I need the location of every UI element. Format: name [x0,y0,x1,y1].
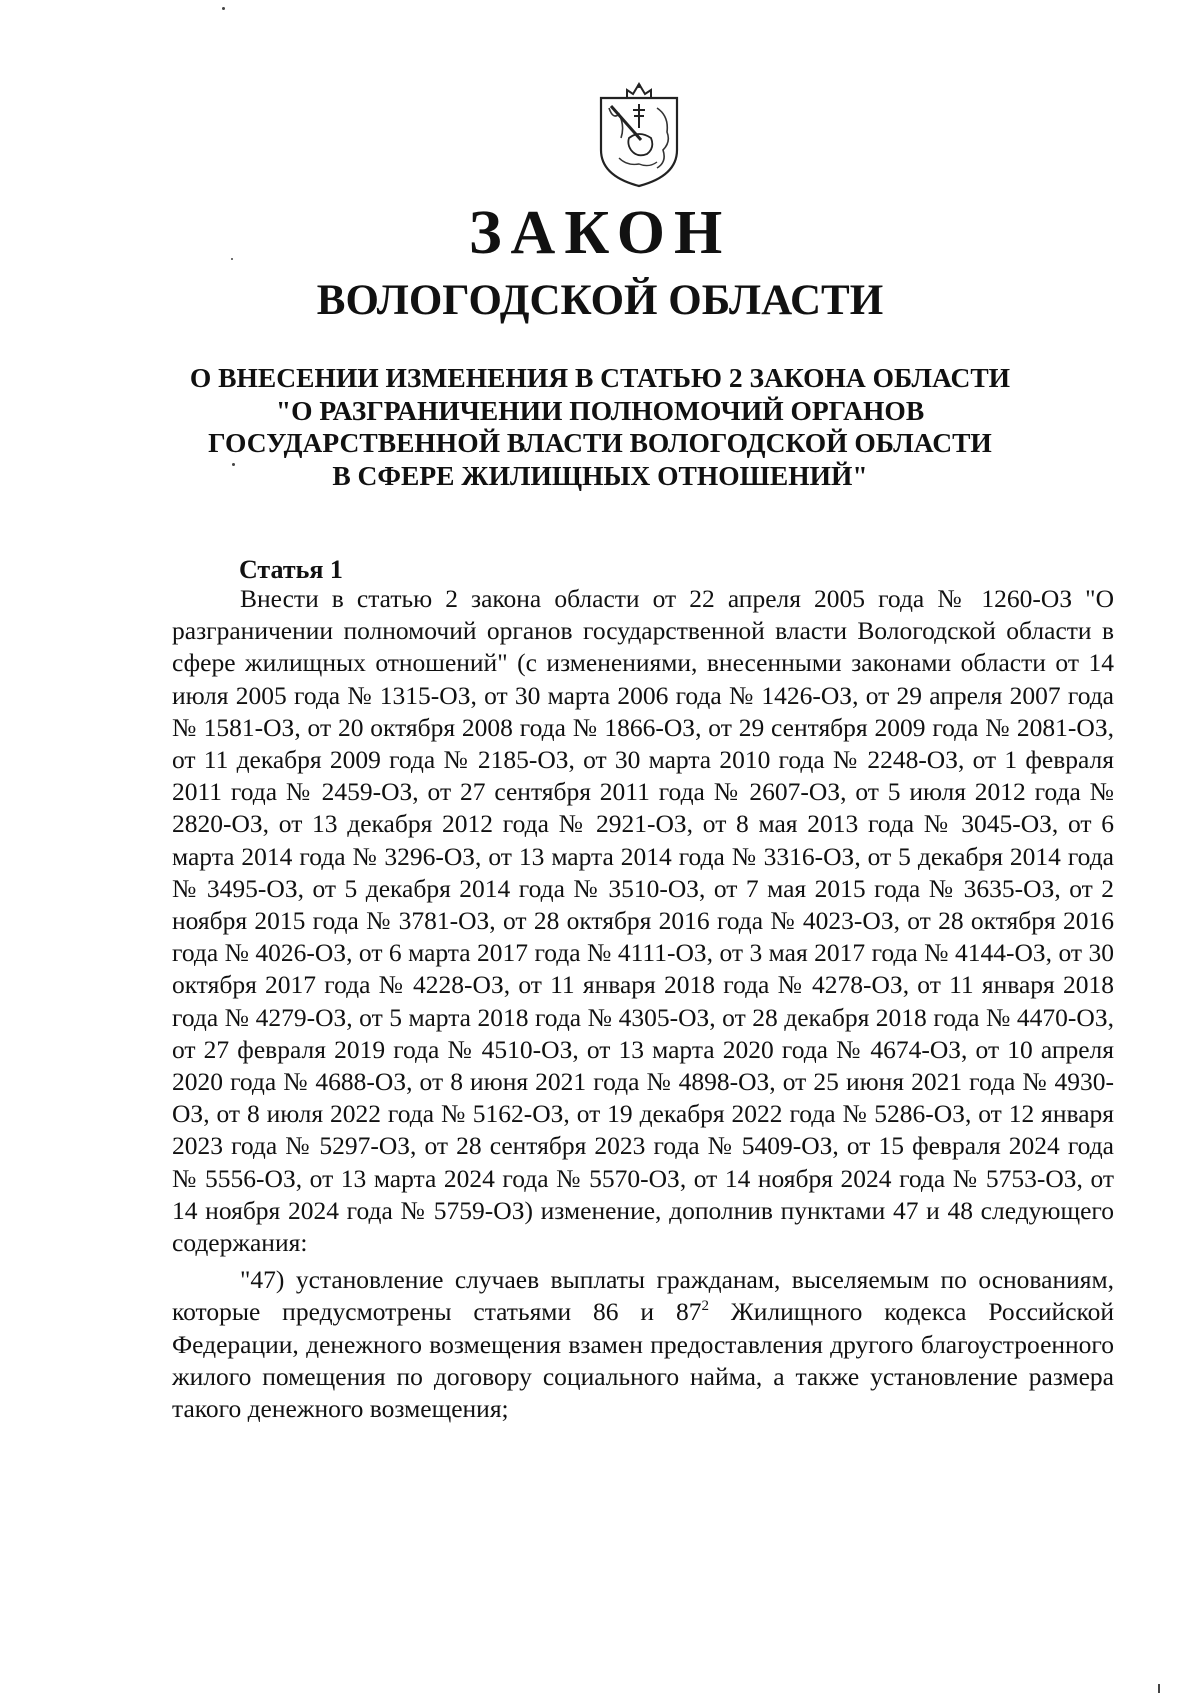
document-region: ВОЛОГОДСКОЙ ОБЛАСТИ [316,277,884,324]
article-paragraph-47 [172,1264,1114,1425]
superscript: 2 [701,1298,709,1315]
scan-speck [232,463,235,466]
paragraph-text: "47) установление случаев выплаты гражданам, выселяемым по основаниям, которые предусмотрены статьями 86 и 87 [172,1265,1114,1327]
subtitle-line: О ВНЕСЕНИИ ИЗМЕНЕНИЯ В СТАТЬЮ 2 ЗАКОНА ОБЛАСТИ [189,362,1011,393]
subtitle-line: "О РАЗГРАНИЧЕНИИ ПОЛНОМОЧИЙ ОРГАНОВ [275,394,925,426]
document-subtitle [0,362,1200,492]
article-paragraph: Внести в статью 2 закона области от 22 апреля 2005 года № 1260-ОЗ "О разграничении полномочий органов государственной власти Вологодской области в сфере жилищных отношений" (с изменениями, внесенными законами области от 14 июля 2005 года № 1315-ОЗ, от 30 марта 2006 года № 1426-ОЗ, от 29 апреля 2007 года № 1581-ОЗ, от 20 октября 2008 года № 1866-ОЗ, от 29 сентября 2009 года № 2081-ОЗ, от 11 декабря 2009 года № 2185-ОЗ, от 30 марта 2010 года № 2248-ОЗ, от 1 февраля 2011 года № 2459-ОЗ, от 27 сентября 2011 года № 2607-ОЗ, от 5 июля 2012 года № 2820-ОЗ, от 13 декабря 2012 года № 2921-ОЗ, от 8 мая 2013 года № 3045-ОЗ, от 6 марта 2014 года № 3296-ОЗ, от 13 марта 2014 года № 3316-ОЗ, от 5 декабря 2014 года № 3495-ОЗ, от 5 декабря 2014 года № 3510-ОЗ, от 7 мая 2015 года № 3635-ОЗ, от 2 ноября 2015 года № 3781-ОЗ, от 28 октября 2016 года № 4023-ОЗ, от 28 октября 2016 года № 4026-ОЗ, от 6 марта 2017 года № 4111-ОЗ, от 3 мая 2017 года № 4144-ОЗ, от 30 октября 2017 года № 4228-ОЗ, от 11 января 2018 года № 4278-ОЗ, от 11 января 2018 года № 4279-ОЗ, от 5 марта 2018 года № 4305-ОЗ, от 28 декабря 2018 года № 4470-ОЗ, от 27 февраля 2019 года № 4510-ОЗ, от 13 марта 2020 года № 4674-ОЗ, от 10 апреля 2020 года № 4688-ОЗ, от 8 июня 2021 года № 4898-ОЗ, от 25 июня 2021 года № 4930-ОЗ, от 8 июля 2022 года № 5162-ОЗ, от 19 декабря 2022 года № 5286-ОЗ, от 12 января 2023 года № 5297-ОЗ, от 28 сентября 2023 года № 5409-ОЗ, от 15 февраля 2024 года № 5556-ОЗ, от 13 марта 2024 года № 5570-ОЗ, от 14 ноября 2024 года № 5753-ОЗ, от 14 ноября 2024 года № 5759-ОЗ) изменение, дополнив пунктами 47 и 48 следующего содержания: [172,584,1114,1258]
paragraph-text: Жилищного кодекса Российской Федерации, денежного возмещения взамен предоставления другого благоустроенного жилого помещения по договору социального найма, а также установление размера такого денежного возмещения; [172,1297,1114,1424]
subtitle-line: ГОСУДАРСТВЕННОЙ ВЛАСТИ ВОЛОГОДСКОЙ ОБЛАСТИ [208,427,992,458]
article-body [172,583,1114,1425]
coat-of-arms-icon [597,80,681,188]
scan-speck [222,7,225,10]
document-title: ЗАКОН [468,199,732,267]
scan-speck [231,258,233,260]
scan-speck [1158,1684,1160,1693]
article-heading: Статья 1 [239,555,343,584]
subtitle-line: В СФЕРЕ ЖИЛИЩНЫХ ОТНОШЕНИЙ" [332,459,868,491]
